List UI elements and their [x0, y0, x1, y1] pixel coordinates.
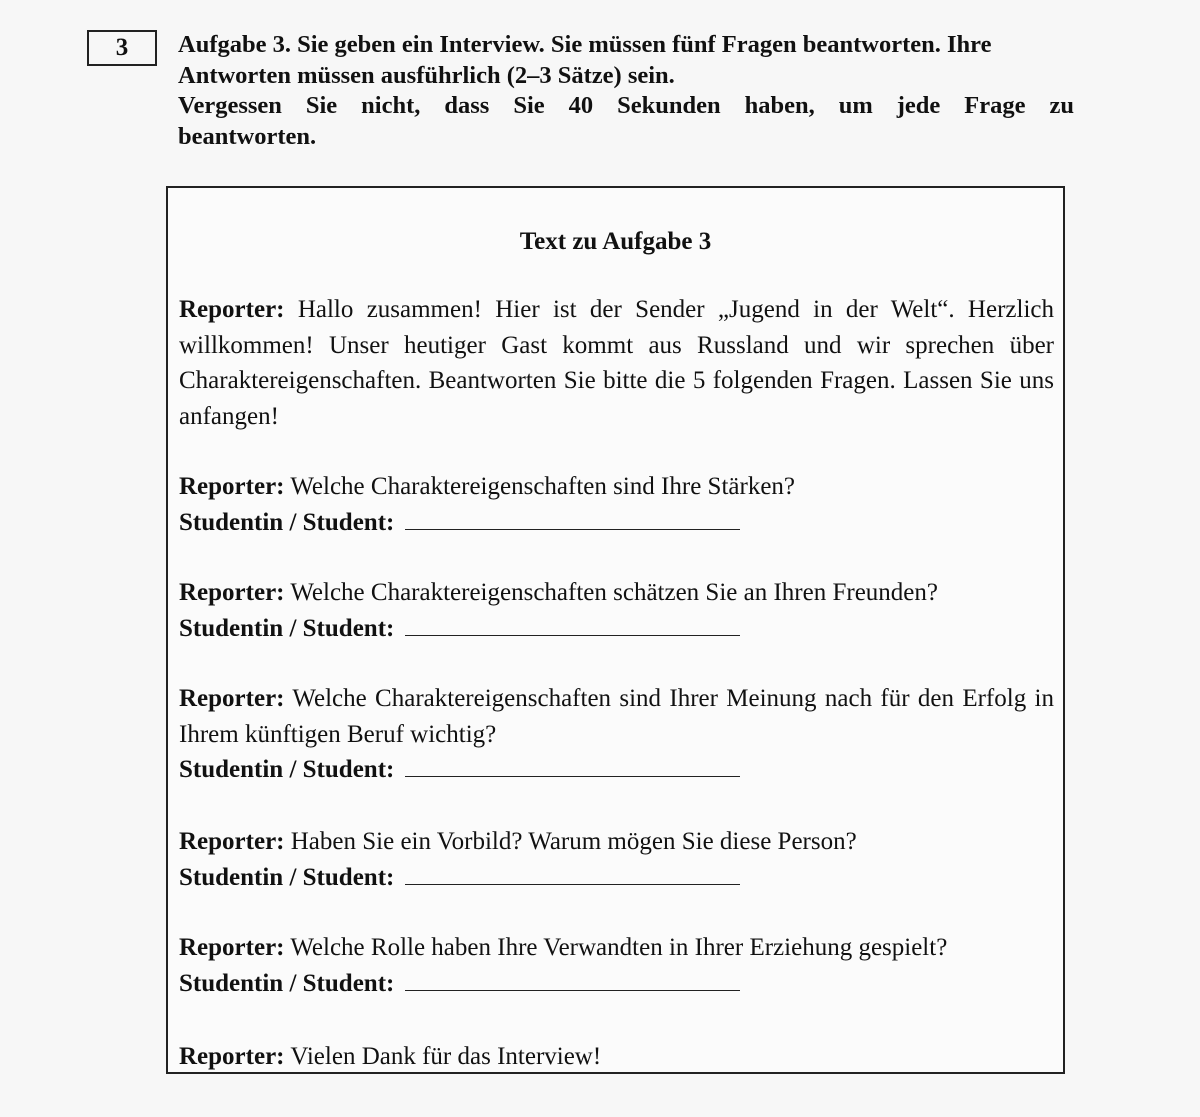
task-number: 3: [87, 30, 157, 66]
question-text: Welche Charaktereigenschaften schätzen Sie an Ihren Freunden?: [290, 579, 938, 606]
student-label: Studentin / Student:: [179, 863, 395, 891]
instruction-line: beantworten.: [178, 122, 317, 150]
student-label: Studentin / Student:: [179, 756, 395, 783]
closing-text: Vielen Dank für das Interview!: [290, 1043, 602, 1070]
question-text: Welche Charaktereigenschaften sind Ihrer Meinung nach für den Erfolg in Ihrem künftigen Beruf wichtig?: [179, 685, 1054, 748]
student-label: Studentin / Student:: [179, 969, 395, 997]
text-title: Text zu Aufgabe 3: [519, 228, 712, 255]
answer-blank-2[interactable]: [405, 613, 740, 636]
question-text: Welche Charaktereigenschaften sind Ihre Stärken?: [290, 473, 796, 500]
closing-line: [179, 1039, 1054, 1074]
student-label: Studentin / Student:: [179, 508, 395, 536]
question-text: Welche Rolle haben Ihre Verwandten in Ihrer Erziehung gespielt?: [290, 934, 948, 961]
reporter-label: Reporter:: [179, 828, 285, 855]
instruction-line: Vergessen Sie nicht, dass Sie 40 Sekunden haben, um jede Frage zu: [178, 92, 1074, 119]
question-block-4: [179, 824, 1054, 895]
question-text: Haben Sie ein Vorbild? Warum mögen Sie diese Person?: [290, 828, 857, 855]
interview-text-box: [166, 186, 1065, 1074]
question-block-1: [179, 469, 1054, 540]
reporter-label: Reporter:: [179, 473, 285, 500]
instruction-line: Aufgabe 3. Sie geben ein Interview. Sie müssen fünf Fragen beantworten. Ihre: [178, 31, 992, 58]
answer-blank-1[interactable]: [405, 507, 740, 530]
reporter-label: Reporter:: [179, 685, 285, 712]
answer-blank-4[interactable]: [405, 862, 740, 885]
reporter-label: Reporter:: [179, 296, 285, 323]
task-instructions: [178, 30, 1074, 152]
reporter-label: Reporter:: [179, 934, 285, 961]
question-block-2: [179, 575, 1054, 646]
answer-blank-3[interactable]: [405, 754, 740, 777]
answer-blank-5[interactable]: [405, 968, 740, 991]
question-block-3: [179, 681, 1054, 788]
intro-text: Hallo zusammen! Hier ist der Sender „Jugend in der Welt“. Herzlich willkommen! Unser heutiger Gast kommt aus Russland und wir sprechen über Charaktereigenschaften. Beantworten Sie bitte die 5 folgenden Fragen. Lassen Sie uns anfangen!: [179, 296, 1054, 430]
intro-paragraph: [179, 292, 1054, 434]
question-block-5: [179, 930, 1054, 1001]
reporter-label: Reporter:: [179, 1043, 285, 1070]
student-label: Studentin / Student:: [179, 614, 395, 642]
reporter-label: Reporter:: [179, 579, 285, 606]
instruction-line: Antworten müssen ausführlich (2–3 Sätze) sein.: [178, 61, 675, 89]
